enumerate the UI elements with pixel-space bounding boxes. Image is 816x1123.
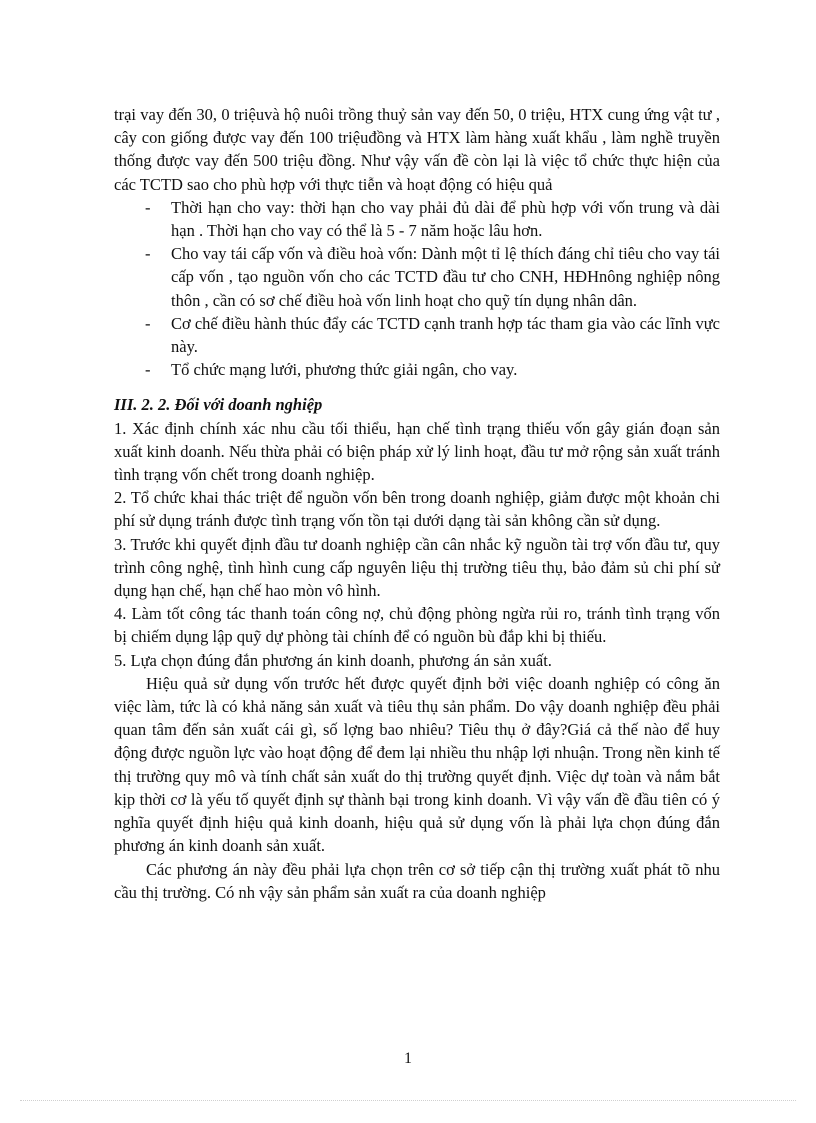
numbered-item-4: 4. Làm tốt công tác thanh toán công nợ, chủ động phòng ngừa rủi ro, tránh tình trạng vốn bị chiếm dụng lập quỹ dự phòng tài chính để có nguồn bù đắp khi bị thiếu.	[114, 604, 720, 647]
paragraph-options: Các phương án này đều phải lựa chọn trên cơ sở tiếp cận thị trường xuất phát tõ nhu cầu thị trường. Có nh vậy sản phẩm sản xuất ra của doanh nghiệp	[114, 859, 720, 902]
bullet-list	[114, 196, 720, 382]
numbered-item-2: 2. Tổ chức khai thác triệt để nguồn vốn bên trong doanh nghiệp, giảm được một khoản chi phí sử dụng tránh được tình trạng vốn tồn tại dưới dạng tài sản không cần sử dụng.	[114, 488, 720, 531]
page-number: 1	[404, 1050, 412, 1067]
page-bottom-divider	[20, 1100, 796, 1101]
numbered-item-5: 5. Lựa chọn đúng đắn phương án kinh doanh, phương án sản xuất.	[114, 650, 552, 670]
numbered-item-3: 3. Trước khi quyết định đầu tư doanh nghiệp cần cân nhắc kỹ nguồn tài trợ vốn đầu tư, quy trình công nghệ, tình hình cung cấp nguyên liệu thị trường tiêu thụ, bảo đảm sủ chi phí sử dụng hạn chế, hạn chế hao mòn vô hình.	[114, 534, 720, 601]
bullet-item-network: - Tổ chức mạng lưới, phương thức giải ngân, cho vay.	[171, 358, 720, 381]
section-heading: III. 2. 2. Đối với doanh nghiệp	[114, 395, 323, 415]
bullet-item-loan-term: - Thời hạn cho vay: thời hạn cho vay phải đủ dài để phù hợp với vốn trung và dài hạn . Thời hạn cho vay có thể là 5 - 7 năm hoặc lâu hơn.	[171, 196, 720, 242]
paragraph-efficiency: Hiệu quả sử dụng vốn trước hết được quyết định bởi việc doanh nghiệp có công ăn việc làm, tức là có khả năng sản xuất và tiêu thụ sản phẩm. Do vậy doanh nghiệp đều phải quan tâm đến sản xuất cái gì, số lợng bao nhiêu? Tiêu thụ ở đây?Giá cả thế nào để huy động được nguồn lực vào hoạt động để đem lại nhiều thu nhập lợi nhuận. Trong nền kinh tế thị trường quy mô và tính chất sản xuất do thị trường quyết định. Việc dự toàn và nắm bắt kịp thời cơ là yếu tố quyết định sự thành bại trong kinh doanh. Vì vậy vấn đề đầu tiên có ý nghĩa quyết định hiệu quả kinh doanh, hiệu quả sử dụng vốn là phải lựa chọn đúng đắn phương án kinh doanh sản xuất.	[114, 673, 720, 856]
page-content	[114, 103, 720, 904]
intro-paragraph: trại vay đến 30, 0 triệuvà hộ nuôi trồng thuỷ sản vay đến 50, 0 triệu, HTX cung ứng vật tư , cây con giống được vay đến 100 triệuđồng và HTX làm hàng xuất khẩu , làm nghề truyền thống được vay đến 500 triệu đồng. Như vậy vấn đề còn lại là việc tổ chức thực hiện của các TCTD sao cho phù hợp với thực tiễn và hoạt động có hiệu quả	[114, 105, 720, 194]
numbered-item-1: 1. Xác định chính xác nhu cầu tối thiểu, hạn chế tình trạng thiếu vốn gây gián đoạn sản xuất kinh doanh. Nếu thừa phải có biện pháp xử lý linh hoạt, đầu tư mở rộng sản xuất tránh tình trạng vốn chết trong doanh nghiệp.	[114, 418, 720, 485]
bullet-item-mechanism: - Cơ chế điều hành thúc đẩy các TCTD cạnh tranh hợp tác tham gia vào các lĩnh vực này.	[171, 312, 720, 358]
bullet-item-refinancing: - Cho vay tái cấp vốn và điều hoà vốn: Dành một tỉ lệ thích đáng chỉ tiêu cho vay tái cấp vốn , tạo nguồn vốn cho các TCTD đầu tư cho CNH, HĐHnông nghiệp nông thôn , cần có sơ chế điều hoà vốn linh hoạt cho quỹ tín dụng nhân dân.	[171, 242, 720, 312]
